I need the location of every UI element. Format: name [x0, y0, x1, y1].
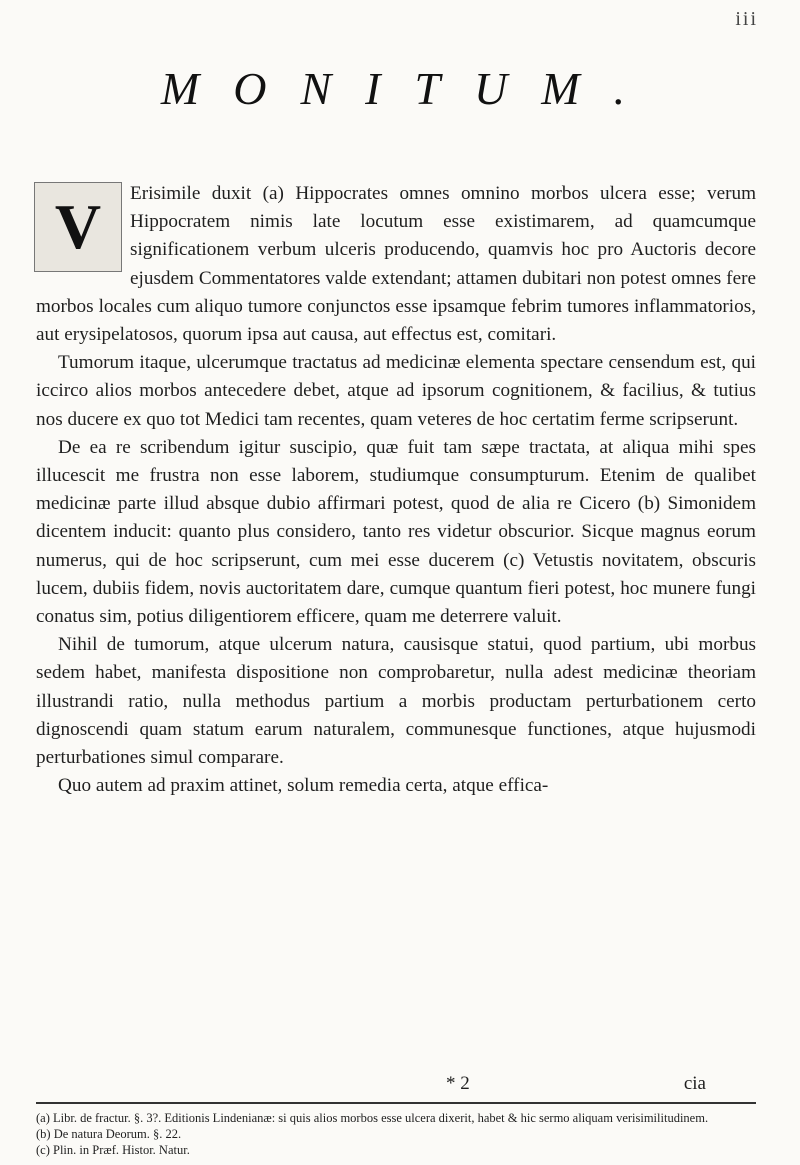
catchword: cia — [683, 1073, 706, 1094]
footnote: (c) Plin. in Præf. Histor. Natur. — [36, 1143, 190, 1157]
paragraph: Nihil de tumorum, atque ulcerum natura, causisque statui, quod partium, ubi morbus sedem habet, manifesta dispositione non comprobaretur, nulla adest medicinæ theoriam illustrandi ratio, nulla methodus partium a morbis productam perturbationem certo dignoscendi quam statum earum naturalem, communesque functiones, atque hujusmodi perturbationes simul comparare. — [36, 634, 756, 769]
page-number: iii — [735, 8, 758, 30]
footnote-divider — [36, 1102, 756, 1104]
footnotes — [36, 1110, 756, 1158]
page-title: MONITUM. — [160, 63, 660, 114]
footnote: (a) Libr. de fractur. §. 3?. Editionis Lindenianæ: si quis alios morbos esse ulcera dixerit, habet & hic sermo aliquam verisimilitudinem. — [36, 1111, 709, 1125]
footnote: (b) De natura Deorum. §. 22. — [36, 1127, 182, 1141]
paragraph: Erisimile duxit (a) Hippocrates omnes omnino morbos ulcera esse; verum Hippocratem nimis late locutum esse existimarem, ad quamcumque significationem verbum ulceris producendo, quamvis hoc pro Auctoris decore ejusdem Commentatores valde extendant; attamen dubitari non potest omnes fere morbos locales cum aliquo tumore conjunctos esse ipsamque febrim tumores inflammatorios, aut erysipelatosos, quorum ipsa aut causa, aut effectus est, comitari. — [36, 183, 756, 346]
paragraph: Tumorum itaque, ulcerumque tractatus ad medicinæ elementa spectare censendum est, qui iccirco alios morbos antecedere debet, atque ad ipsorum cognitionem, & facilius, & tutius nos ducere ex quo tot Medici tam recentes, quam veteres de hoc certatim ferme scripserunt. — [36, 352, 756, 430]
signature-mark: * 2 — [446, 1073, 470, 1094]
paragraph: De ea re scribendum igitur suscipio, quæ fuit tam sæpe tractata, at aliqua mihi spes illucescit me frustra non esse laborem, studiumque consumpturum. Etenim de qualibet medicinæ parte illud absque dubio affirmari potest, quod de alia re Cicero (b) Simonidem dicentem inducit: quanto plus considero, tanto res videtur obscurior. Sicque magnus eorum numerus, qui de hoc scripserunt, cum mei esse ducerem (c) Vetustis novitatem, obscuris lucem, dubiis fidem, novis auctoritatem dare, cumque quantum fieri potest, hoc munere fungi conatus sim, potius diligentiorem efficere, quam me deterrere valuit. — [36, 436, 756, 628]
ornamental-initial-icon: V — [34, 182, 122, 272]
main-text — [36, 180, 756, 800]
paragraph: Quo autem ad praxim attinet, solum remedia certa, atque effica- — [58, 775, 549, 797]
